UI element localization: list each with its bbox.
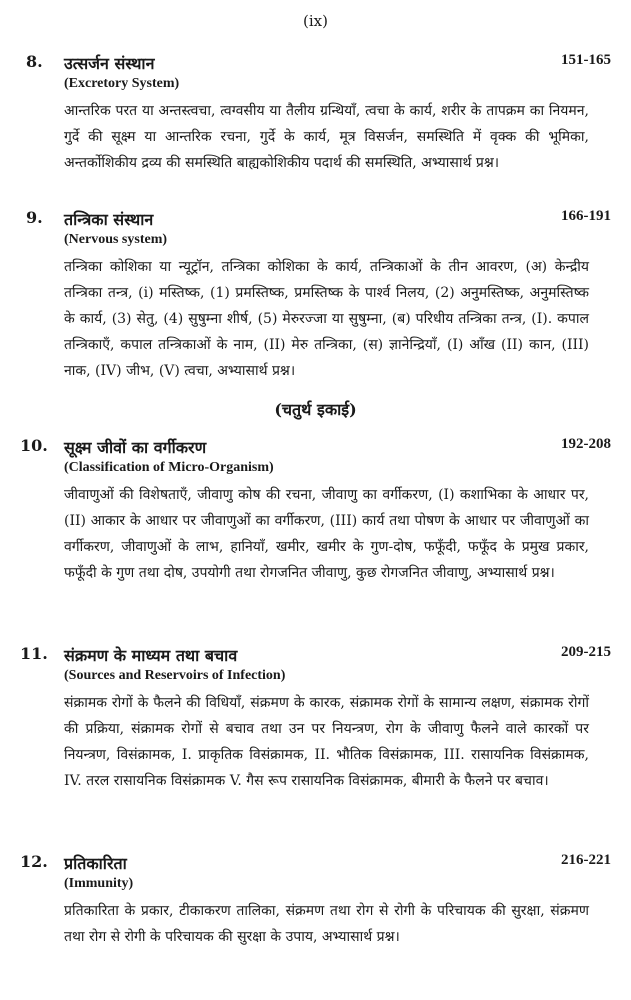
entry-number: 11. — [20, 644, 48, 663]
entry-subtitle: (Sources and Reservoirs of Infection) — [64, 668, 286, 683]
entry-description: संक्रामक रोगों के फैलने की विधियाँ, संक्रमण के कारक, संक्रामक रोगों के सामान्य लक्षण, संक्रामक रोगों की प्रक्रिया, संक्रामक रोगों से बचाव तथा उन पर नियन्त्रण, रोग के जीवाणु फैलने वाले कारकों पर नियन्त्रण, विसंक्रामक, I. प्राकृतिक विसंक्रामक, II. भौतिक विसंक्रामक, III. रासायनिक विसंक्रामक, IV. तरल रासायनिक विसंक्रामक V. गैस रूप रासायनिक विसंक्रामक, बीमारी के फैलने पर बचाव। — [64, 695, 589, 789]
entry-subtitle: (Excretory System) — [64, 76, 180, 91]
entry-title: प्रतिकारिता — [64, 854, 127, 873]
entry-number: 12. — [20, 852, 48, 871]
entry-subtitle: (Classification of Micro-Organism) — [64, 460, 274, 475]
entry-description: प्रतिकारिता के प्रकार, टीकाकरण तालिका, संक्रमण तथा रोग से रोगी के परिचायक की सुरक्षा, संक्रमण तथा रोग से रोगी के परिचायक की सुरक्षा के उपाय, अभ्यासार्थ प्रश्न। — [64, 903, 589, 945]
entry-title: सूक्ष्म जीवों का वर्गीकरण — [64, 438, 207, 457]
entry-description: जीवाणुओं की विशेषताएँ, जीवाणु कोष की रचना, जीवाणु का वर्गीकरण, (I) कशाभिका के आधार पर, (II) आकार के आधार पर जीवाणुओं का वर्गीकरण, (III) कार्य तथा पोषण के आधार पर जीवाणुओं का वर्गीकरण, जीवाणुओं के लाभ, हानियाँ, खमीर, खमीर के गुण-दोष, फफूँदी, फफूँद के प्रमुख प्रकार, फफूँदी के गुण तथा दोष, उपयोगी तथा रोगजनित जीवाणु, कुछ रोगजनित जीवाणु, अभ्यासार्थ प्रश्न। — [64, 487, 589, 581]
entry-pages: 151-165 — [561, 52, 611, 68]
entry-title: उत्सर्जन संस्थान — [64, 54, 155, 73]
entry-pages: 166-191 — [561, 208, 611, 224]
entry-number: 10. — [20, 436, 48, 455]
entry-title: संक्रमण के माध्यम तथा बचाव — [64, 646, 238, 665]
entry-description: आन्तरिक परत या अन्तस्त्वचा, त्वग्वसीय या तैलीय ग्रन्थियाँ, त्वचा के कार्य, शरीर के तापक्रम का नियमन, गुर्दे की सूक्ष्म या आन्तरिक रचना, गुर्दे के कार्य, मूत्र विसर्जन, समस्थिति में वृक्क की भूमिका, अन्तर्कोशिकीय द्रव्य की समस्थिति बाह्यकोशिकीय पदार्थ की समस्थिति, अभ्यासार्थ प्रश्न। — [64, 103, 589, 171]
entry-subtitle: (Immunity) — [64, 876, 134, 891]
unit-heading: (चतुर्थ इकाई) — [274, 400, 357, 419]
entry-pages: 216-221 — [561, 852, 611, 868]
entry-number: 8. — [26, 52, 43, 71]
entry-pages: 192-208 — [561, 436, 611, 452]
entry-description: तन्त्रिका कोशिका या न्यूट्रॉन, तन्त्रिका कोशिका के कार्य, तन्त्रिकाओं के तीन आवरण, (अ) केन्द्रीय तन्त्रिका तन्त्र, (i) मस्तिष्क, (1) प्रमस्तिष्क, प्रमस्तिष्क के पार्श्व निलय, (2) अनुमस्तिष्क, अनुमस्तिष्क के कार्य, (3) सेतु, (4) सुषुम्ना शीर्ष, (5) मेरुरज्जा या सुषुम्ना, (ब) परिधीय तन्त्रिका तन्त्र, (I). कपाल तन्त्रिकाएँ, कपाल तन्त्रिकाओं के नाम, (II) मेरु तन्त्रिका, (स) ज्ञानेन्द्रियाँ, (I) आँख (II) कान, (III) नाक, (IV) जीभ, (V) त्वचा, अभ्यासार्थ प्रश्न। — [64, 259, 589, 379]
entry-pages: 209-215 — [561, 644, 611, 660]
entry-subtitle: (Nervous system) — [64, 232, 168, 247]
entry-title: तन्त्रिका संस्थान — [64, 210, 154, 229]
entry-number: 9. — [26, 208, 43, 227]
page-number: (ix) — [303, 12, 328, 30]
